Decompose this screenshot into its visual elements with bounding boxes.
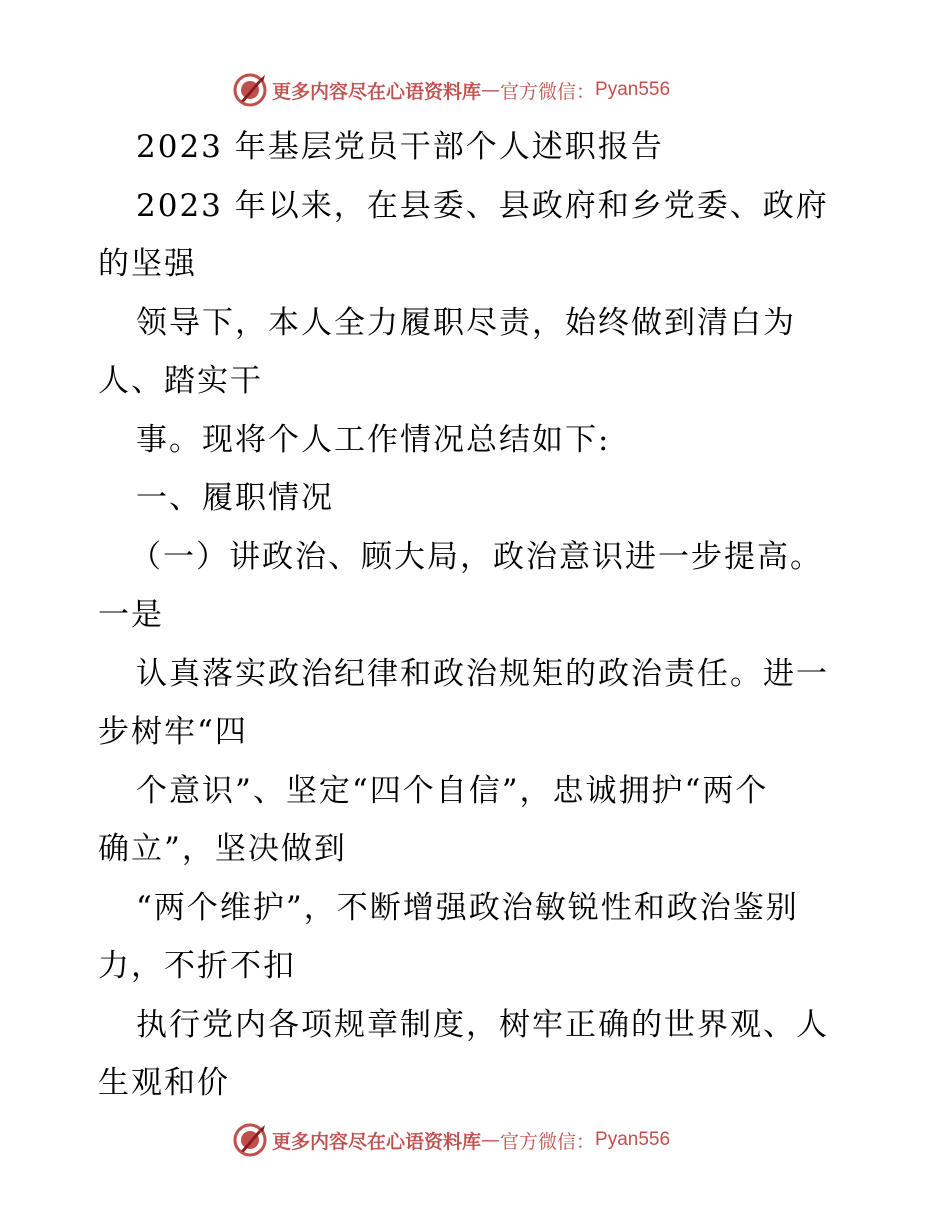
text-line: 力，不折不扣 [98, 948, 296, 984]
text-line: 2023 年以来，在县委、县政府和乡党委、政府 [136, 187, 829, 224]
text-line: 认真落实政治纪律和政治规矩的政治责任。进一 [136, 655, 829, 692]
text-line: 确立”，坚决做到 [98, 831, 347, 867]
quill-pen-logo-icon [232, 72, 268, 108]
text-line: 的坚强 [98, 246, 197, 282]
banner-dash: — [481, 79, 501, 101]
quill-pen-logo-icon [232, 1122, 268, 1158]
subsection-heading: （一）讲政治、顾大局，政治意识进一步提高。 [130, 538, 823, 575]
text-line: 事。现将个人工作情况总结如下: [136, 421, 611, 458]
banner-text: 更多内容尽在心语资料库 [272, 80, 482, 103]
banner-wechat-id: Pyan556 [595, 1129, 671, 1150]
text-line: 执行党内各项规章制度，树牢正确的世界观、人 [136, 1006, 829, 1043]
banner-wechat-id: Pyan556 [595, 79, 671, 100]
banner-wechat-label: 官方微信： [500, 80, 596, 103]
text-line: 人、踏实干 [98, 363, 263, 399]
document-title: 2023 年基层党员干部个人述职报告 [136, 129, 664, 165]
header-banner [232, 70, 732, 110]
document-body [98, 118, 858, 1113]
text-line: 领导下，本人全力履职尽责，始终做到清白为 [136, 304, 796, 341]
banner-wechat-label: 官方微信： [500, 1130, 596, 1153]
text-line: “两个维护”，不断增强政治敏锐性和政治鉴别 [136, 889, 799, 926]
text-line: 个意识”、坚定“四个自信”，忠诚拥护“两个 [136, 772, 769, 809]
section-heading: 一、履职情况 [136, 480, 334, 516]
text-line: 生观和价 [98, 1065, 230, 1101]
banner-text: 更多内容尽在心语资料库 [272, 1130, 482, 1153]
footer-banner [232, 1120, 732, 1160]
text-line: 步树牢“四 [98, 714, 248, 750]
banner-dash: — [481, 1129, 501, 1151]
text-line: 一是 [98, 597, 164, 633]
